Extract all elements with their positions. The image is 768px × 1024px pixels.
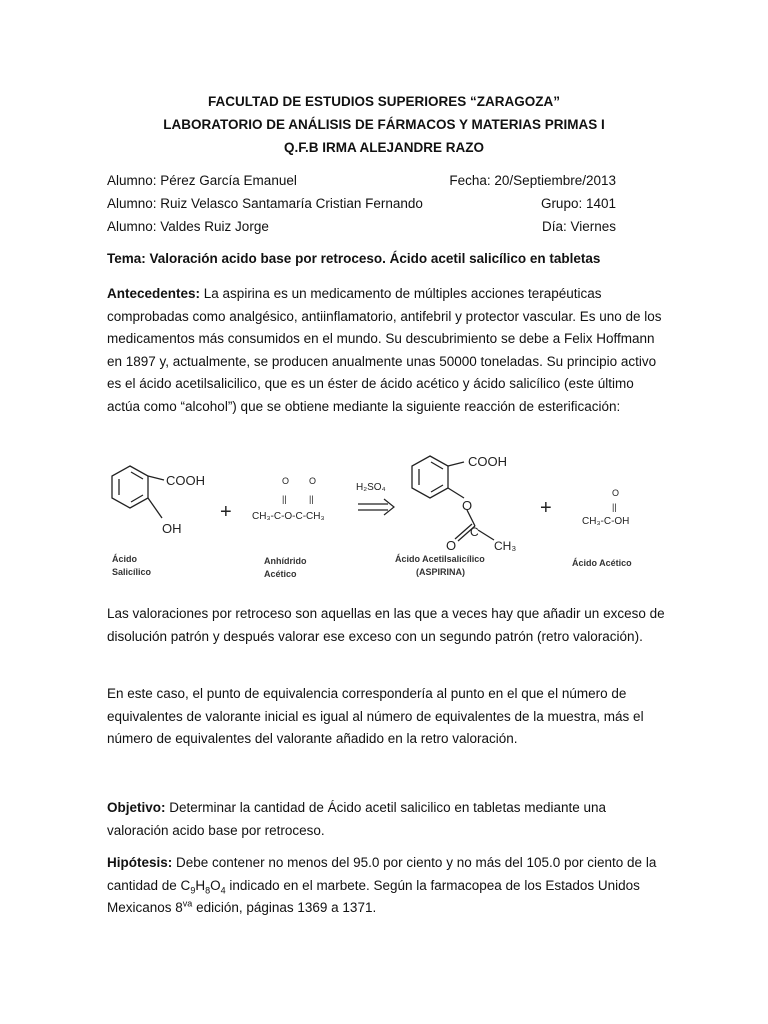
anhydride-formula: CH₃-C-O-C-CH₃ <box>252 511 325 522</box>
plus-sign-1: + <box>220 501 232 523</box>
salicylic-oh: OH <box>162 521 182 536</box>
salicylic-cooh: COOH <box>166 473 205 488</box>
student-2: Alumno: Ruiz Velasco Santamaría Cristian Fernando <box>107 196 423 211</box>
anhydride-bond-1: || <box>282 494 287 504</box>
student-3: Alumno: Valdes Ruiz Jorge <box>107 219 269 234</box>
acetic-bond: || <box>612 502 617 512</box>
edition-superscript: va <box>182 898 193 909</box>
formula-o: O <box>210 877 221 893</box>
formula-sub-c: 9 <box>190 885 196 896</box>
aspirin-methyl: CH₃ <box>494 539 517 553</box>
esterification-reaction-diagram <box>100 444 680 594</box>
antecedentes-label: Antecedentes: <box>107 286 201 301</box>
reaction-arrow <box>358 499 394 515</box>
day-field: Día: Viernes <box>541 219 616 234</box>
anhydride-oxygen-2: O <box>309 476 317 486</box>
aspirin-ester-carbon: C <box>470 525 479 539</box>
objetivo-paragraph <box>107 797 667 842</box>
label-aspirin-2: (ASPIRINA) <box>416 567 465 577</box>
anhydride-bond-2: || <box>309 494 314 504</box>
objetivo-text: Determinar la cantidad de Ácido acetil salicilico en tabletas mediante una valoración acido base por retroceso. <box>107 800 607 838</box>
group-field: Grupo: 1401 <box>540 196 616 211</box>
label-salicylic-2: Salicílico <box>112 567 152 577</box>
hipotesis-text-a: Debe contener no menos del 95.0 por ciento y no más del 105.0 por ciento de la cantidad de C <box>107 855 657 893</box>
retroceso-paragraph: Las valoraciones por retroceso son aquellas en las que a veces hay que añadir un exceso de disolución patrón y después valorar ese exceso con un segundo patrón (retro valoración). <box>107 606 665 644</box>
anhydride-oxygen-1: O <box>282 476 290 486</box>
label-anhydride-2: Acético <box>264 569 297 579</box>
aspirin-carbonyl-oxygen: O <box>446 538 457 553</box>
laboratory-title: LABORATORIO DE ANÁLISIS DE FÁRMACOS Y MATERIAS PRIMAS I <box>163 117 605 132</box>
hipotesis-text-b: indicado en el marbete. Según la farmacopea de los Estados Unidos Mexicanos 8 <box>107 877 640 916</box>
faculty-title: FACULTAD DE ESTUDIOS SUPERIORES “ZARAGOZA” <box>207 94 560 109</box>
antecedentes-paragraph <box>107 283 667 419</box>
formula-sub-o: 4 <box>220 885 226 896</box>
antecedentes-text: La aspirina es un medicamento de múltiples acciones terapéuticas comprobadas como analgésico, antiinflamatorio, antifebril y protector vascular. Es uno de los medicamentos más consumidos en el mundo. Su descubrimiento se debe a Felix Hoffmann en 1897 y, actualmente, se producen anualmente unas 50000 toneladas. Su principio activo es el ácido acetilsalicilico, que es un éster de ácido acético y ácido salicílico (este último actúa como “alcohol”) que se obtiene mediante la siguiente reacción de esterificación: <box>107 286 662 414</box>
hipotesis-text-c: edición, páginas 1369 a 1371. <box>192 900 377 916</box>
acetic-formula: CH₃-C-OH <box>582 516 630 527</box>
aspirin-cooh: COOH <box>468 454 507 469</box>
label-aspirin-1: Ácido Acetilsalicílico <box>395 554 485 564</box>
label-salicylic-1: Ácido <box>112 554 138 564</box>
label-anhydride-1: Anhídrido <box>264 556 307 566</box>
aspirin-ester-oxygen: O <box>462 498 473 513</box>
salicylic-acid-structure <box>112 466 164 518</box>
catalyst-label: H₂SO₄ <box>356 482 386 493</box>
student-1: Alumno: Pérez García Emanuel <box>107 173 297 188</box>
acetic-oxygen: O <box>612 488 620 498</box>
hipotesis-paragraph <box>107 852 667 920</box>
professor-name: Q.F.B IRMA ALEJANDRE RAZO <box>283 140 484 155</box>
formula-h: H <box>195 877 206 893</box>
equivalencia-paragraph: En este caso, el punto de equivalencia correspondería al punto en el que el número de equivalentes de valorante inicial es igual al número de equivalentes de la muestra, más el número de equivalentes del valorante añadido en la retro valoración. <box>107 686 644 747</box>
objetivo-label: Objetivo: <box>107 800 166 815</box>
date-field: Fecha: 20/Septiembre/2013 <box>449 173 616 188</box>
tema-heading: Tema: Valoración acido base por retroceso. Ácido acetil salicílico en tabletas <box>107 251 601 266</box>
plus-sign-2: + <box>540 497 552 519</box>
hipotesis-label: Hipótesis: <box>107 855 173 870</box>
label-acetic-acid: Ácido Acético <box>572 558 632 568</box>
formula-sub-h: 8 <box>205 885 211 896</box>
